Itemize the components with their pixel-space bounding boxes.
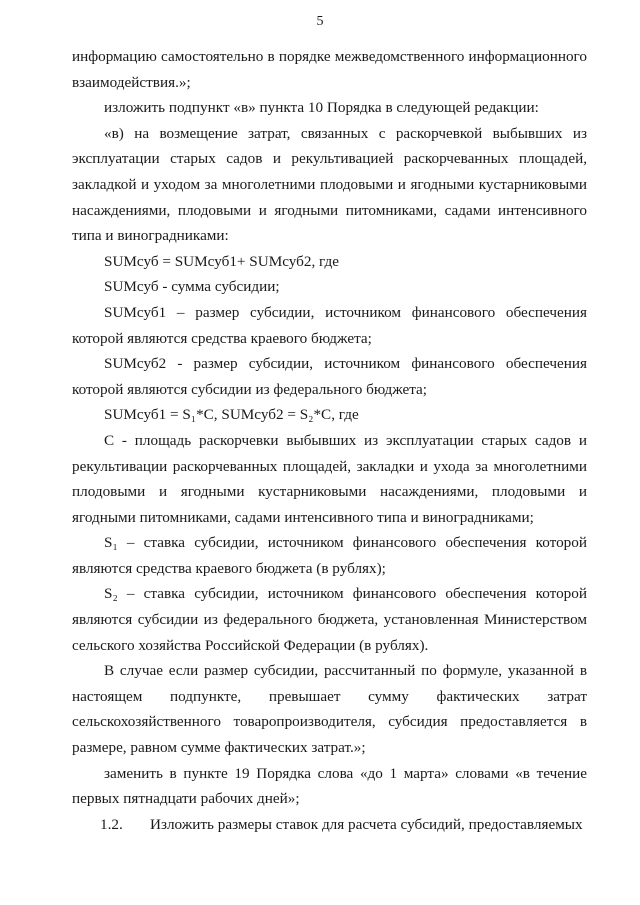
paragraph: SUMсуб2 - размер субсидии, источником финансового обеспечения которой являются субсидии из федерального бюджета;	[72, 355, 587, 398]
formula-line: SUMсуб1 = S₁*C, SUMсуб2 = S₂*C, где	[104, 406, 359, 424]
paragraph: S₁ – ставка субсидии, источником финансового обеспечения которой являются средства краевого бюджета (в рублях);	[72, 534, 587, 577]
paragraph: «в) на возмещение затрат, связанных с раскорчевкой выбывших из эксплуатации старых садов и рекультивацией раскорчеванных площадей, закладкой и уходом за многолетними плодовыми и ягодными кустарниковыми насаждениями, плодовыми и ягодными питомниками, садами интенсивного типа и виноградниками:	[72, 124, 587, 245]
paragraph: информацию самостоятельно в порядке межведомственного информационного взаимодействия.»;	[72, 48, 587, 91]
paragraph: В случае если размер субсидии, рассчитанный по формуле, указанной в настоящем подпункте, превышает сумму фактических затрат сельскохозяйственного товаропроизводителя, субсидия предоставляется в размере, равном сумме фактических затрат.»;	[72, 662, 587, 757]
page-number: 5	[316, 14, 324, 29]
formula-line: SUMсуб = SUMсуб1+ SUMсуб2, где	[104, 252, 339, 270]
document-body	[72, 44, 587, 837]
paragraph: заменить в пункте 19 Порядка слова «до 1 марта» словами «в течение первых пятнадцати рабочих дней»;	[72, 764, 587, 808]
paragraph: SUMсуб1 – размер субсидии, источником финансового обеспечения которой являются средства краевого бюджета;	[72, 303, 587, 347]
paragraph: S₂ – ставка субсидии, источником финансового обеспечения которой являются субсидии из федерального бюджета, установленная Министерством сельского хозяйства Российской Федерации (в рублях).	[72, 585, 587, 654]
paragraph: С - площадь раскорчевки выбывших из эксплуатации старых садов и рекультивации раскорчеванных площадей, закладки и ухода за многолетними плодовыми и ягодными кустарниковыми насаждениями, плодовыми и ягодными питомниками, садами интенсивного типа и виноградниками;	[72, 431, 587, 526]
formula-line: SUMсуб - сумма субсидии;	[104, 278, 280, 296]
numbered-paragraph	[72, 812, 587, 838]
paragraph-number: 1.2.	[100, 815, 123, 833]
paragraph-text: Изложить размеры ставок для расчета субсидий, предоставляемых	[150, 815, 583, 833]
paragraph: изложить подпункт «в» пункта 10 Порядка в следующей редакции:	[104, 99, 539, 117]
